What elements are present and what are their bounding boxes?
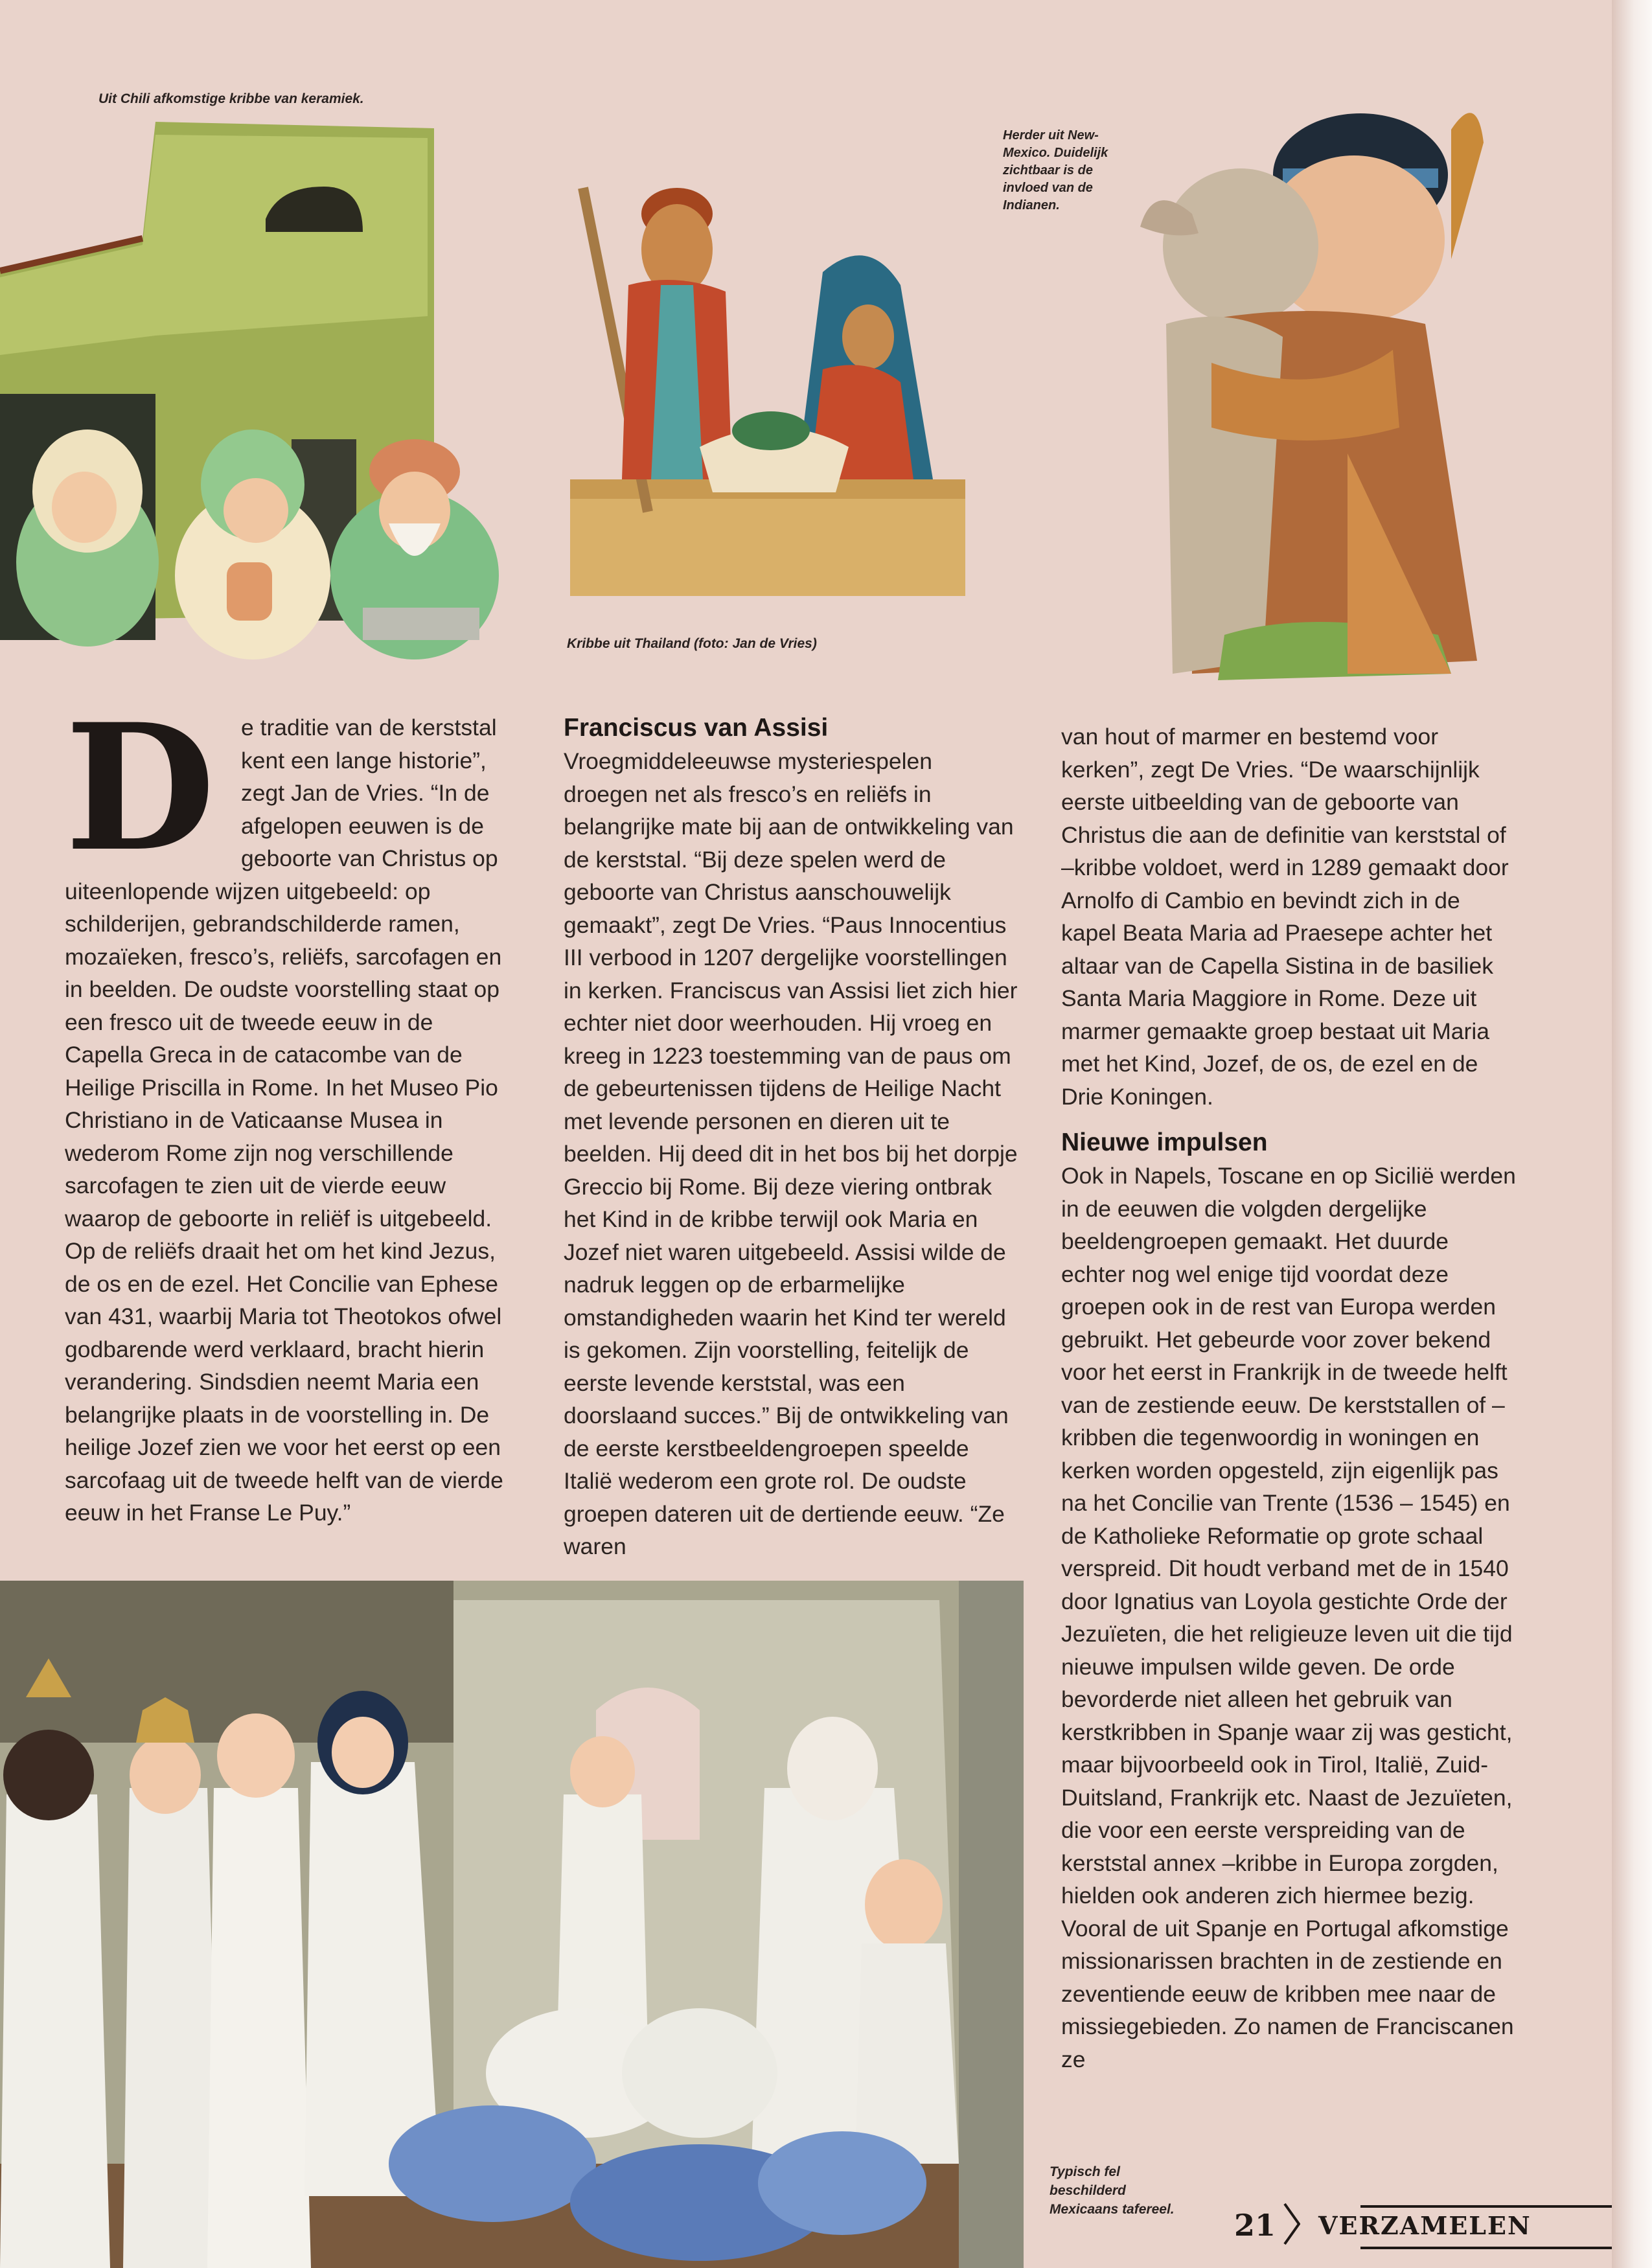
article-column-2 — [564, 711, 1021, 1563]
drop-cap: D — [65, 686, 216, 890]
column-1-text: e traditie van de kerststal kent een lange historie”, zegt Jan de Vries. “In de afgelopen eeuwen is de geboorte van Christus op uiteenlopende wijzen uitgebeeld: op schilderijen, gebrandschilderde ramen, mozaïeken, fresco’s, reliëfs, sarcofagen en in beelden. De oudste voorstelling staat op een fresco uit de tweede eeuw in de Capella Greca in de catacombe van de Heilige Priscilla in Rome. In het Museo Pio Christiano in de Vaticaanse Musea in wederom Rome zijn nog verschillende sarcofagen te zien uit de vierde eeuw waarop de geboorte in reliëf is uitgebeeld. Op de reliëfs draait het om het kind Jezus, de os en de ezel. Het Concilie van Ephese van 431, waarbij Maria tot Theotokos ofwel godbarende werd verklaard, bracht hierin verandering. Sindsdien neemt Maria een belangrijke plaats in de voorstelling in. De heilige Jozef zien we voor het eerst op een sarcofaag uit de tweede helft van de vierde eeuw in het Franse Le Puy.” — [65, 715, 503, 1526]
caption-mexico: Typisch fel beschilderd Mexicaans tafereel. — [1050, 2164, 1175, 2217]
section-name: VERZAMELEN — [1318, 2210, 1532, 2240]
photo-mexican-tableau — [0, 1581, 1024, 2268]
page-number: 21 — [1234, 2208, 1276, 2243]
page-folio — [1234, 2203, 1532, 2248]
heading-nieuwe-impulsen: Nieuwe impulsen — [1061, 1128, 1268, 1156]
chevron-icon — [1283, 2203, 1300, 2249]
article-column-3 — [1061, 720, 1518, 2076]
column-3-text-b: Ook in Napels, Toscane en op Sicilië werden in de eeuwen die volgden dergelijke beeldengroepen gemaakt. Het duurde echter nog wel enige tijd voordat deze groepen ook in de rest van Europa werden gebruikt. Het gebeurde voor zover bekend voor het eerst in Frankrijk in de tweede helft van de zestiende eeuw. De kerststallen of –kribben die tegenwoordig in woningen en kerken worden opgesteld, zijn eigenlijk pas na het Concilie van Trente (1536 – 1545) en de Katholieke Reformatie op grote schaal verspreid. Dit houdt verband met de in 1540 door Ignatius van Loyola gestichte Orde der Jezuïeten, die het religieuze leven uit die tijd nieuwe impulsen wilde geven. De orde bevorderde niet alleen het gebruik van kerstkribben in Spanje waar zij was gesticht, maar bijvoorbeeld ook in Tirol, Italië, Zuid-Duitsland, Frankrijk etc. Naast de Jezuïeten, die voor een eerste verspreiding van de kerststal annex –kribbe in Europa zorgden, hielden ook anderen zich hiermee bezig. Vooral de uit Spanje en Portugal afkomstige missionarissen brachten in de zestiende en zeventiende eeuw de kribben mee naar de missiegebieden. Zo namen de Franciscanen ze — [1061, 1163, 1516, 2072]
photo-thailand-crib — [564, 175, 972, 615]
photo-new-mexico-shepherd — [1114, 91, 1509, 694]
caption-thailand: Kribbe uit Thailand (foto: Jan de Vries) — [567, 636, 817, 651]
column-2-text: Vroegmiddeleeuwse mysteriespelen droegen net als fresco’s en reliëfs in belangrijke mate bij aan de ontwikkeling van de kerststal. “Bij deze spelen werd de geboorte van Christus aanschouwelijk gemaakt”, zegt De Vries. “Paus Innocentius III verbood in 1207 dergelijke voorstellingen in kerken. Franciscus van Assisi liet zich hier echter niet door weerhouden. Hij vroeg en kreeg in 1223 toestemming van de paus om de gebeurtenissen tijdens de Heilige Nacht met levende personen en dieren uit te beelden. Hij deed dit in het bos bij het dorpje Greccio bij Rome. Bij deze viering ontbrak het Kind in de kribbe terwijl ook Maria en Jozef niet waren uitgebeeld. Assisi wilde de nadruk leggen op de erbarmelijke omstandigheden waarin het Kind ter wereld is gekomen. Zijn voorstelling, feitelijk de eerste levende kerststal, was een doorslaand succes.” Bij de ontwikkeling van de eerste kerstbeeldengroepen speelde Italië wederom een grote rol. De oudste groepen dateren uit de dertiende eeuw. “Ze waren — [564, 748, 1018, 1559]
heading-franciscus: Franciscus van Assisi — [564, 714, 829, 742]
page-edge — [1612, 0, 1652, 2268]
article-column-1 — [65, 686, 505, 1529]
caption-new-mexico: Herder uit New- Mexico. Duidelijk zichtbaar is de invloed van de Indianen. — [1003, 128, 1108, 212]
caption-chili: Uit Chili afkomstige kribbe van keramiek. — [98, 91, 364, 106]
column-3-text-a: van hout of marmer en bestemd voor kerken”, zegt De Vries. “De waarschijnlijk eerste uitbeelding van de geboorte van Christus die aan de definitie van kerststal of –kribbe voldoet, werd in 1289 gemaakt door Arnolfo di Cambio en bevindt zich in de kapel Beata Maria ad Praesepe achter het altaar van de Capella Sistina in de basiliek Santa Maria Maggiore in Rome. Deze uit marmer gemaakte groep bestaat uit Maria met het Kind, Jozef, de os, de ezel en de Drie Koningen. — [1061, 724, 1509, 1110]
photo-chile-crib — [0, 122, 518, 674]
